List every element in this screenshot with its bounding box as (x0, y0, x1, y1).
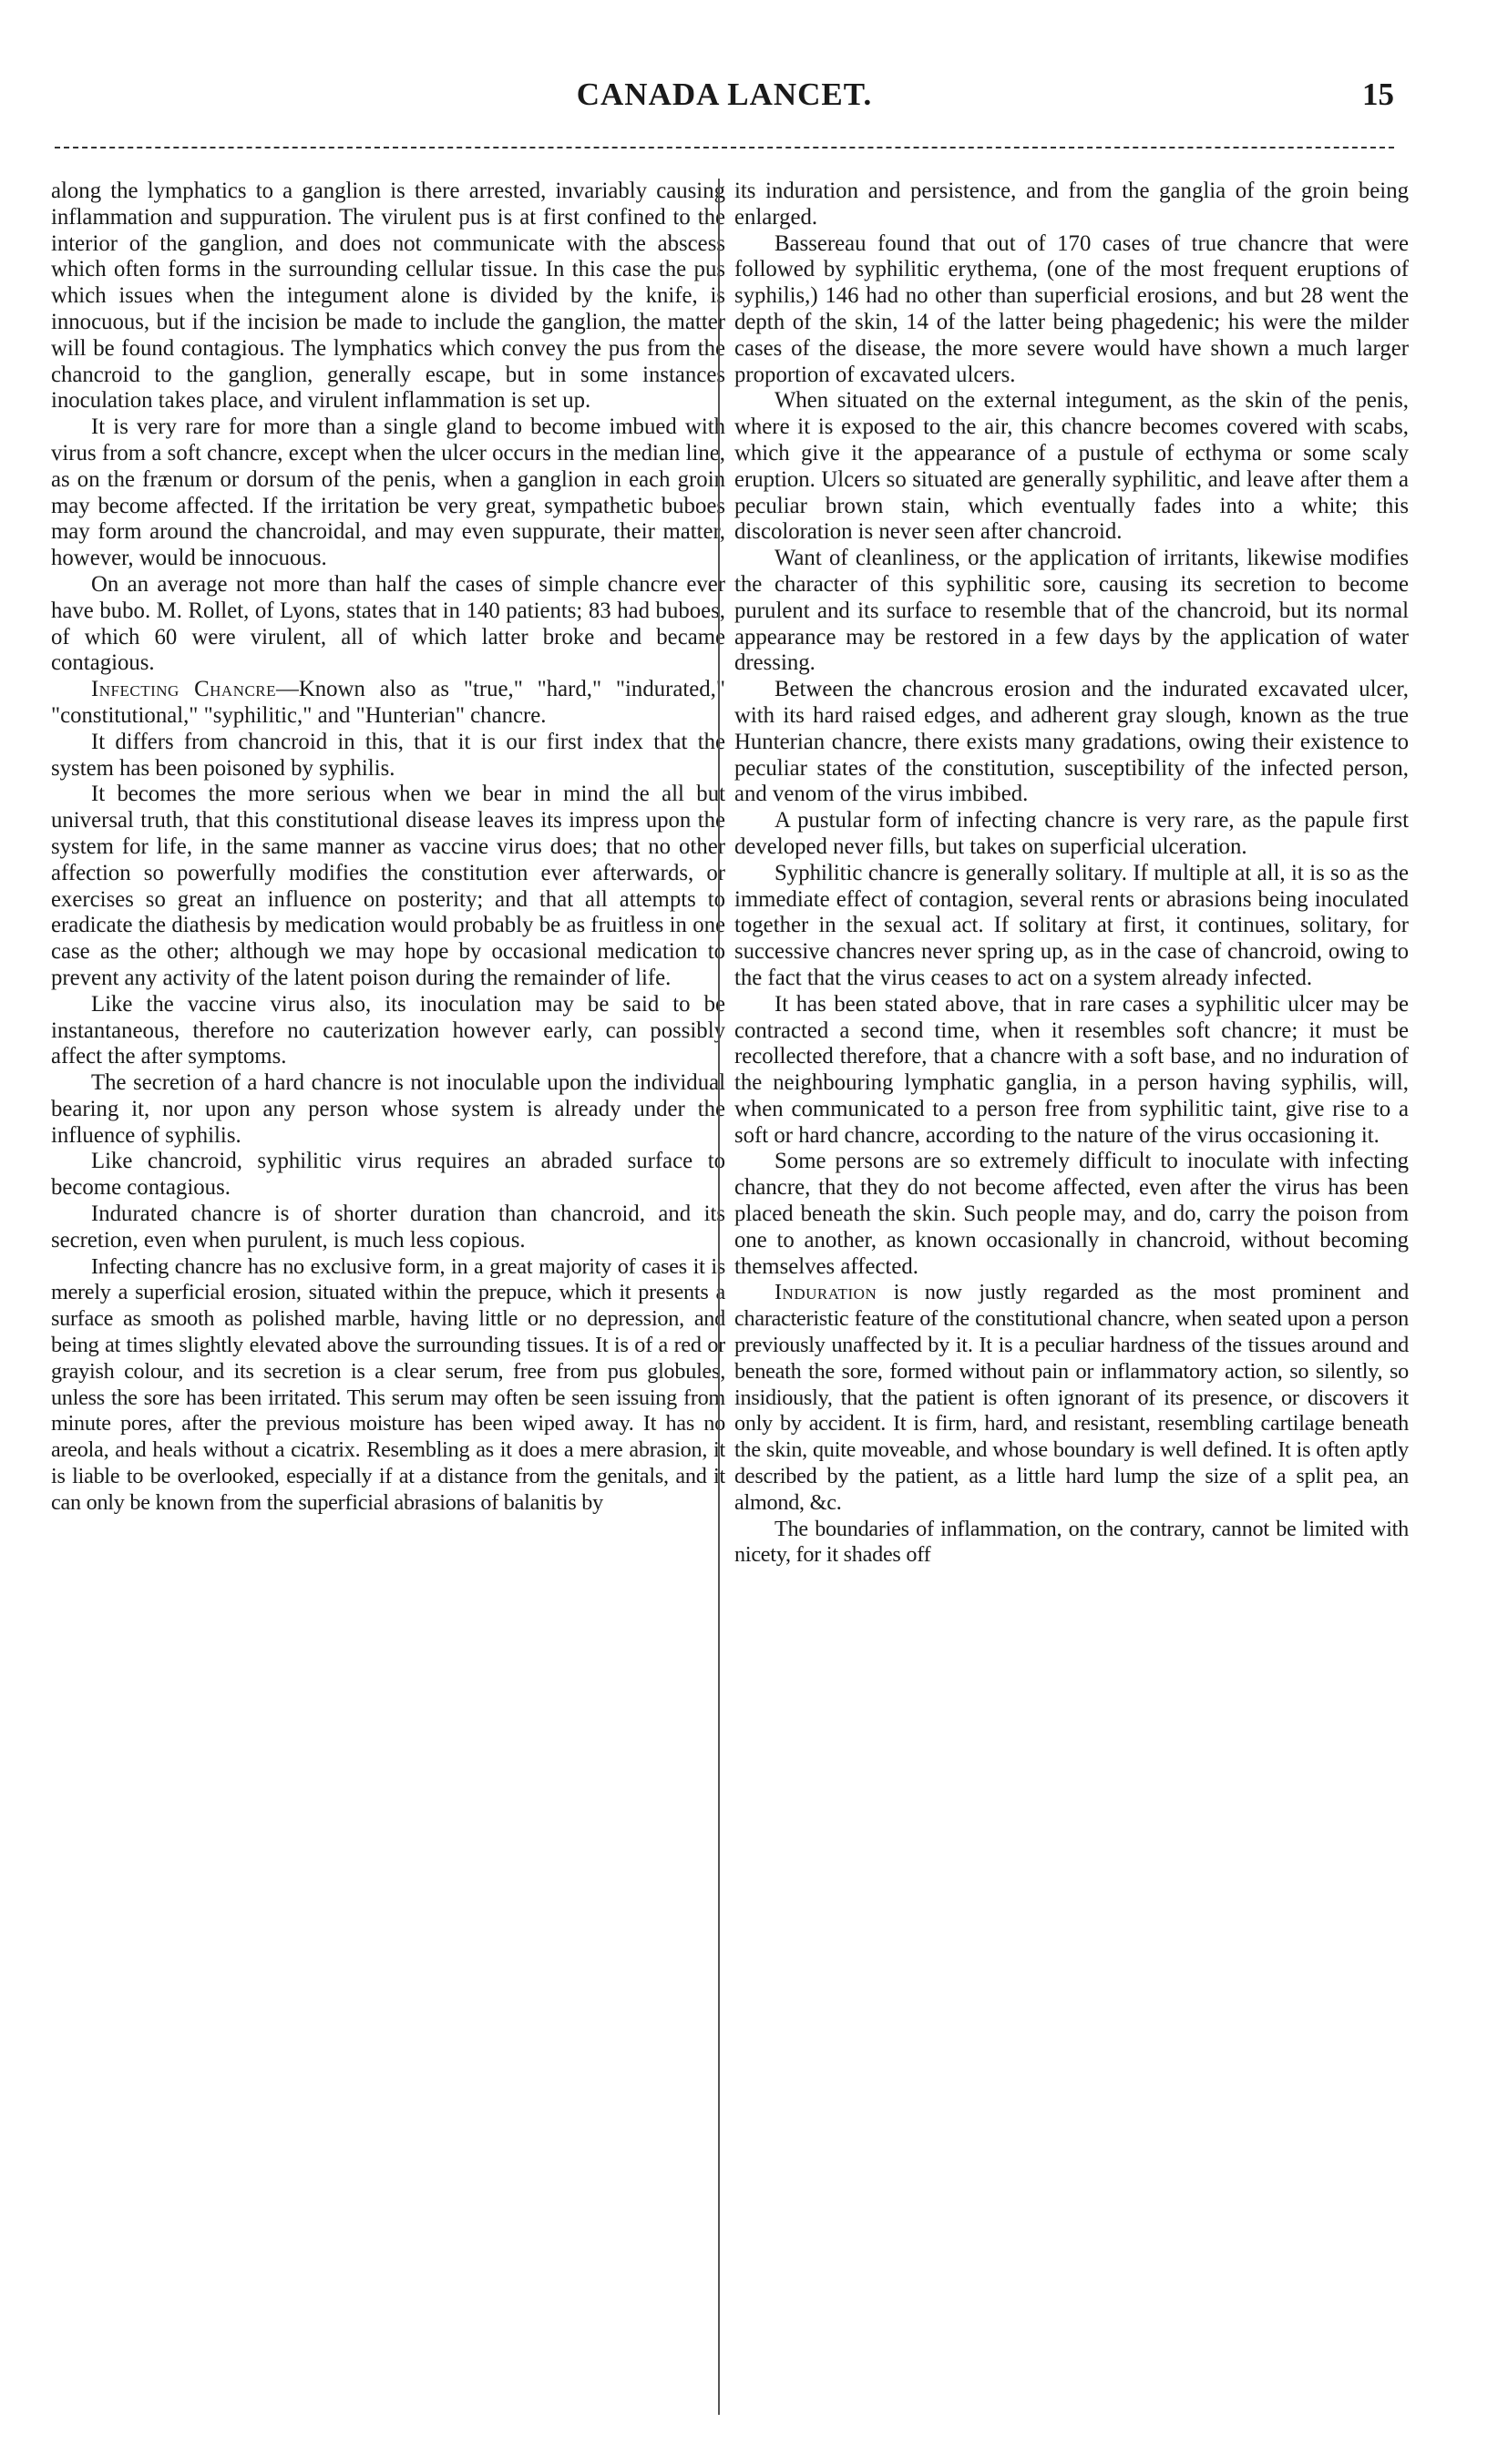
column-divider (718, 179, 720, 2415)
paragraph: It becomes the more serious when we bear in mind the all but universal truth, that this constitutional disease leaves its impress upon the system for life, in the same manner as vaccine virus does; that no other affection so powerfully modifies the constitution ever afterwards, or exercises so great an influence on posterity; and that all attempts to eradicate the diathesis by medication would probably be as fruitless in one case as the other; although we may hope by occasional medication to prevent any activity of the latent poison during the remainder of life. (51, 782, 725, 990)
section-text: —Known also as "true," "hard," "indurated," "constitutional," "syphilitic," and "Hunterian" chancre. (51, 677, 725, 728)
paragraph: its induration and persistence, and from the ganglia of the groin being enlarged. (734, 179, 1409, 230)
paragraph: On an average not more than half the cases of simple chancre ever have bubo. M. Rollet, of Lyons, states that in 140 patients; 83 had buboes, of which 60 were virulent, all of which latter broke and became contagious. (51, 571, 725, 676)
paragraph: Indurated chancre is of shorter duration than chancroid, and its secretion, even when purulent, is much less copious. (51, 1201, 725, 1252)
paragraph: The secretion of a hard chancre is not inoculable upon the individual bearing it, nor upon any person whose system is already under the influence of syphilis. (51, 1070, 725, 1148)
section-paragraph (51, 677, 725, 730)
paragraph: along the lymphatics to a ganglion is there arrested, invariably causing inflammation and suppuration. The virulent pus is at first confined to the interior of the ganglion, and does not communicate with the abscess which often forms in the surrounding cellular tissue. In this case the pus which issues when the integument alone is divided by the knife, is innocuous, but if the incision be made to include the ganglion, the matter will be found contagious. The lymphatics which convey the pus from the chancroid to the ganglion, generally escape, but in some instances inoculation takes place, and virulent inflammation is set up. (51, 179, 725, 414)
paragraph: A pustular form of infecting chancre is very rare, as the papule first developed never fills, but takes on superficial ulceration. (734, 808, 1409, 859)
paragraph: Bassereau found that out of 170 cases of true chancre that were followed by syphilitic erythema, (one of the most frequent eruptions of syphilis,) 146 had no other than superficial erosions, and but 28 went the depth of the skin, 14 of the latter being phagedenic; his were the milder cases of the disease, the more severe would have shown a much larger proportion of excavated ulcers. (734, 230, 1409, 387)
section-heading: Infecting Chancre (91, 677, 277, 702)
paragraph: When situated on the external integument, as the skin of the penis, where it is exposed to the air, this chancre becomes covered with scabs, which give it the appearance of a pustule of ecthyma or some scaly eruption. Ulcers so situated are generally syphilitic, and leave after them a peculiar brown stain, which eventually fades into a white; this discoloration is never seen after chancroid. (734, 388, 1409, 545)
paragraph: Like the vaccine virus also, its inoculation may be said to be instantaneous, therefore no cauterization however early, can possibly affect the after symptoms. (51, 991, 725, 1069)
paragraph: It has been stated above, that in rare cases a syphilitic ulcer may be contracted a second time, when it resembles soft chancre; it must be recollected therefore, that a chancre with a soft base, and no induration of the neighbouring lymphatic ganglia, in a person having syphilis, will, when communicated to a person free from syphilitic taint, give rise to a soft or hard chancre, according to the nature of the virus occasioning it. (734, 991, 1409, 1148)
paragraph: The boundaries of inflammation, on the contrary, cannot be limited with nicety, for it shades off (734, 1516, 1409, 1568)
section-text: is now justly regarded as the most prominent and characteristic feature of the constitutional chancre, when seated upon a person previously unaffected by it. It is a peculiar hardness of the tissues around and beneath the sore, formed without pain or inflammatory action, so silently, so insidiously, that the patient is often ignorant of its presence, or discovers it only by accident. It is firm, hard, and resistant, resembling cartilage beneath the skin, quite moveable, and whose boundary is well defined. It is often aptly described by the patient, as a little hard lump the size of a split pea, an almond, &c. (734, 1280, 1409, 1515)
paragraph: Like chancroid, syphilitic virus requires an abraded surface to become contagious. (51, 1149, 725, 1201)
paragraph: It is very rare for more than a single gland to become imbued with virus from a soft chancre, except when the ulcer occurs in the median line, as on the frænum or dorsum of the penis, when a ganglion in each groin may become affected. If the irritation be very great, sympathetic buboes may form around the chancroidal, and may even suppurate, their matter, however, would be innocuous. (51, 414, 725, 571)
left-column (51, 179, 725, 2419)
paragraph: It differs from chancroid in this, that it is our first index that the system has been poisoned by syphilis. (51, 729, 725, 781)
section-paragraph (734, 1280, 1409, 1516)
paragraph: Infecting chancre has no exclusive form, in a great majority of cases it is merely a superficial erosion, situated within the prepuce, which it presents a surface as smooth as polished marble, having little or no depression, and being at times slightly elevated above the surrounding tissues. It is of a red or grayish colour, and its secretion is a clear serum, free from pus globules, unless the sore has been irritated. This serum may often be seen issuing from minute pores, after the previous moisture has been wiped away. It has no areola, and heals without a cicatrix. Resembling as it does a mere abrasion, it is liable to be overlooked, especially if at a distance from the genitals, and it can only be known from the superficial abrasions of balanitis by (51, 1253, 725, 1515)
section-heading: Induration (775, 1280, 877, 1305)
journal-title: CANADA LANCET. (576, 77, 873, 112)
paragraph: Between the chancrous erosion and the indurated excavated ulcer, with its hard raised edges, and adherent gray slough, known as the true Hunterian chancre, there exists many gradations, owing their existence to peculiar states of the constitution, susceptibility of the infected person, and venom of the virus imbibed. (734, 677, 1409, 807)
right-column (734, 179, 1409, 2419)
page-number: 15 (1362, 77, 1394, 112)
paragraph: Some persons are so extremely difficult to inoculate with infecting chancre, that they do not become affected, even after the virus has been placed beneath the skin. Such people may, and do, carry the poison from one to another, as known occasionally in chancroid, without becoming themselves affected. (734, 1149, 1409, 1279)
header-rule (55, 147, 1394, 148)
paragraph: Syphilitic chancre is generally solitary. If multiple at all, it is so as the immediate effect of contagion, several rents or abrasions being inoculated together in the sexual act. If solitary at first, it continues, solitary, for successive chancres never spring up, as in the case of chancroid, owing to the fact that the virus ceases to act on a system already infected. (734, 860, 1409, 990)
paragraph: Want of cleanliness, or the application of irritants, likewise modifies the character of this syphilitic sore, causing its secretion to become purulent and its surface to resemble that of the chancroid, but its normal appearance may be restored in a few days by the application of water dressing. (734, 546, 1409, 676)
running-head (55, 77, 1394, 118)
